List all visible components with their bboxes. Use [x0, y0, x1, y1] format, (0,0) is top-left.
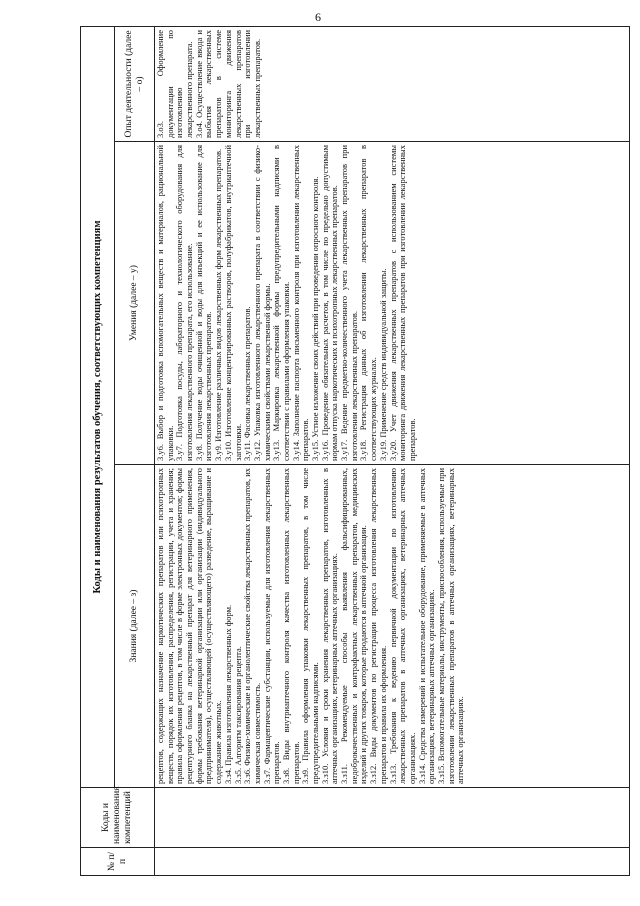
header-experience: Опыт деятельности (далее – о) — [115, 27, 155, 142]
knowledge-item: 3.з7. Фармацевтические субстанции, используемые для изготовления лекарственных препаратов. — [261, 468, 282, 784]
skill-item: 3.у9. Изготовление различных видов лекарственных форм лекарственных препаратов. — [213, 148, 224, 461]
competency-table — [80, 26, 630, 876]
skill-item: 3.у13. Маркировка лекарственной формы предупредительными надписями в соответствии с правилами оформления упаковки. — [271, 145, 291, 461]
skill-item: 3.у6. Выбор и подготовка вспомогательных веществ и материалов, рациональной упаковки. — [155, 145, 175, 461]
knowledge-item: 3.з4. Правила изготовления лекарственных форм. — [222, 604, 233, 784]
knowledge-item: 3.з5. Алгоритм таксирования рецепта. — [232, 646, 243, 784]
skill-item: 3.у11. Фасовка лекарственных препаратов. — [242, 306, 253, 461]
skill-item: 3.у12. Упаковка изготовленного лекарственного препарата в соответствии с физико-химическими свойствами лекарственной формы. — [251, 145, 272, 461]
skill-item: 3.у20. Учет движения лекарственных препаратов с использованием системы мониторинга движения лекарственных препаратов при изготовлении лекарственных препаратов. — [387, 145, 417, 461]
header-results: Коды и наименования результатов обучения, соответствующих компетенциям — [81, 27, 115, 788]
cell-number — [155, 848, 630, 876]
skills-cell — [155, 142, 630, 465]
skill-item: 3.у16. Проведение обязательных расчетов, в том числе по предельно допустимым нормам отпуска наркотических и психотропных лекарственных препаратов. — [319, 145, 340, 461]
skill-item: 3.у15. Устное изложение своих действий при проведении опросного контроля. — [310, 176, 320, 461]
knowledge-item: 3.з8. Виды внутриаптечного контроля качества изготовленных лекарственных препаратов. — [280, 468, 301, 784]
skill-item: 3.у8. Получение воды очищенной и воды для инъекций и ее использование для изготовления лекарственных препаратов. — [193, 145, 214, 461]
knowledge-item: 3.з14. Средства измерений и испытательное оборудование, применяемые в аптечных организациях, ветеринарных аптечных организациях. — [416, 468, 437, 784]
skill-item: 3.у7. Подготовка посуды, лабораторного и технологического оборудования для изготовления лекарственного препарата, его использование. — [174, 145, 195, 461]
skill-item: 3.у14. Заполнение паспорта письменного контроля при изготовлении лекарственных препаратов. — [290, 145, 311, 461]
knowledge-item: 3.з11. Рекомендуемые способы выявления фальсифицированных, недоброкачественных и контрафактных лекарственных препаратов, медицинских изделий и других товаров, которые продаются в аптечной организации. — [339, 468, 369, 784]
knowledge-item: 3.з15. Вспомогательные материалы, инструменты, приспособления, используемые при изготовлении лекарственных препаратов в аптечных организациях, ветеринарных аптечных организациях. — [435, 468, 466, 784]
cell-codes — [155, 788, 630, 848]
knowledge-item: рецептов, содержащих назначение наркотических препаратов или психотропных веществ, порядок их изготовления, распределения, регистрации, учета и хранения; правила оформления рецептов, в том числе в форме электронных документов; формы рецептурного бланка на лекарственный препарат для ветеринарного применения, формы требования ветеринарной организации или организации (индивидуального предпринимателя), осуществляющей (осуществляющего) разведение, выращивание и содержание животных. — [155, 468, 224, 784]
rotated-table-wrapper — [80, 26, 630, 876]
header-number: № п/п — [81, 848, 155, 876]
skill-item: 3.у17. Ведение предметно-количественного учета лекарственных препаратов при изготовлении лекарственных препаратов. — [339, 145, 359, 461]
header-skills: Умения (далее – у) — [115, 142, 155, 465]
knowledge-item: 3.з13. Требования к ведению первичной документации по изготовлению лекарственных препаратов в аптечных организациях, ветеринарных аптечных организациях. — [387, 468, 417, 784]
knowledge-item: 3.з12. Виды документов по регистрации процесса изготовления лекарственных препаратов и правила их оформления. — [368, 468, 388, 784]
skill-item: 3.у10. Изготовление концентрированных растворов, полуфабрикатов, внутриаптечной заготовки. — [222, 145, 243, 461]
skill-item: 3.у18. Регистрация данных об изготовлении лекарственных препаратов в соответствующих журналах. — [358, 145, 379, 461]
skill-item: 3.у19. Применение средств индивидуальной защиты. — [377, 268, 388, 461]
experience-item: 3.о3. Оформление документации по изготовлению лекарственного препарата. — [155, 30, 195, 138]
experience-cell — [155, 27, 630, 142]
knowledge-item: 3.з10. Условия и сроки хранения лекарственных препаратов, изготовленных в аптечных организациях, ветеринарных аптечных организациях. — [319, 468, 340, 784]
page-number: 6 — [315, 10, 321, 24]
header-codes: Коды и наименования компетенций — [81, 788, 155, 848]
knowledge-item: 3.з9. Правила оформления упаковки лекарственных препаратов, в том числе предупредительными надписями. — [300, 468, 320, 784]
knowledge-item: 3.з6. Физико-химические и органолептические свойства лекарственных препаратов, их химическая совместимость. — [242, 468, 262, 784]
header-knowledge: Знания (далее – з) — [115, 465, 155, 788]
experience-item: 3.о4. Осуществление ввода и выбытия лекарственных препаратов в системе мониторинга движения лекарственных препаратов при изготовлении лекарственных препаратов. — [193, 30, 262, 138]
knowledge-cell — [155, 465, 630, 788]
